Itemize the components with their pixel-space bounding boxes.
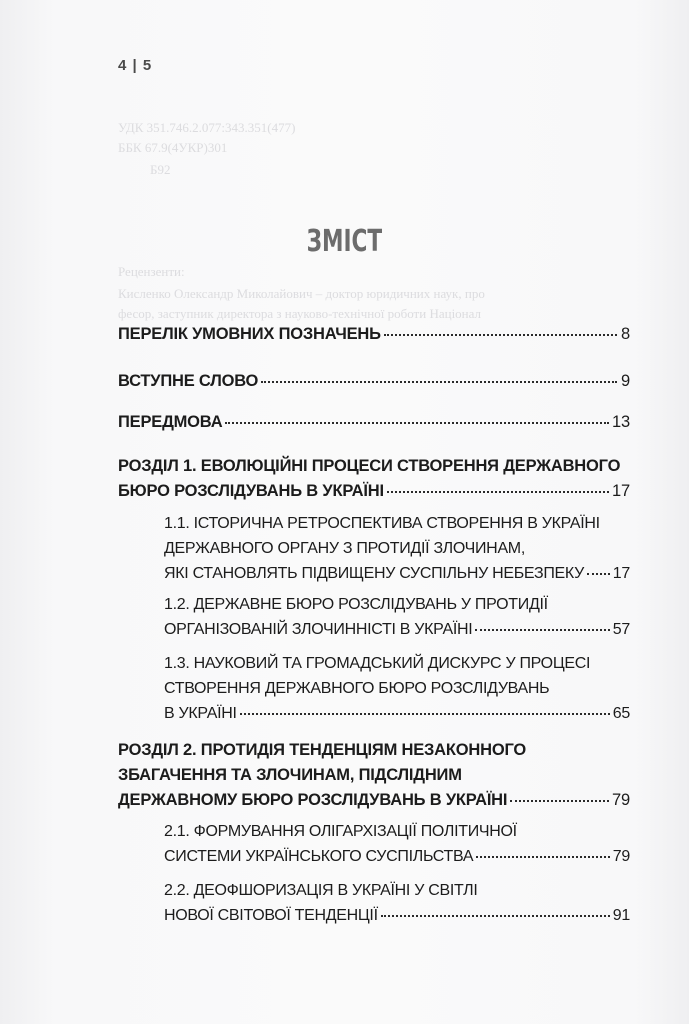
toc-entry[interactable] <box>164 511 630 586</box>
toc-page-number: 57 <box>612 621 630 638</box>
toc-entry-title: НОВОЇ СВІТОВОЇ ТЕНДЕНЦІЇ <box>164 907 378 924</box>
page-title: ЗМІСТ <box>306 224 383 259</box>
toc-page-number: 17 <box>612 565 630 582</box>
dot-leader <box>261 381 617 383</box>
toc-entry-title: ДЕРЖАВНОМУ БЮРО РОЗСЛІДУВАНЬ В УКРАЇНІ <box>118 791 508 809</box>
bleed-through-text: Кисленко Олександр Миколайович – доктор юридичних наук, про <box>118 286 485 301</box>
toc-entry-title: 1.3. НАУКОВИЙ ТА ГРОМАДСЬКИЙ ДИСКУРС У ПРОЦЕСІ <box>164 655 591 672</box>
toc-page-number: 17 <box>612 482 630 500</box>
page-number: 4 | 5 <box>118 57 153 74</box>
toc-entry-title: ОРГАНІЗОВАНІЙ ЗЛОЧИННІСТІ В УКРАЇНІ <box>164 621 473 638</box>
toc-entry-title: 1.2. ДЕРЖАВНЕ БЮРО РОЗСЛІДУВАНЬ У ПРОТИДІЇ <box>164 596 548 613</box>
toc-entry[interactable] <box>164 819 630 869</box>
toc-entry-title: ЯКІ СТАНОВЛЯТЬ ПІДВИЩЕНУ СУСПІЛЬНУ НЕБЕЗПЕКУ <box>164 565 584 582</box>
toc-entry[interactable] <box>118 454 630 504</box>
toc-entry-title: СИСТЕМИ УКРАЇНСЬКОГО СУСПІЛЬСТВА <box>164 848 474 865</box>
dot-leader <box>476 856 610 858</box>
toc-entry[interactable] <box>164 878 630 928</box>
toc-entry-title: РОЗДІЛ 2. ПРОТИДІЯ ТЕНДЕНЦІЯМ НЕЗАКОННОГО <box>118 741 527 759</box>
toc-entry-title: РОЗДІЛ 1. ЕВОЛЮЦІЙНІ ПРОЦЕСИ СТВОРЕННЯ ДЕРЖАВНОГО <box>118 457 621 475</box>
toc-entry[interactable] <box>118 738 630 813</box>
toc-entry[interactable] <box>118 410 630 435</box>
toc-entry-title: 2.1. ФОРМУВАННЯ ОЛІГАРХІЗАЦІЇ ПОЛІТИЧНОЇ <box>164 823 517 840</box>
toc-page-number: 13 <box>612 413 630 431</box>
toc-entry-title: БЮРО РОЗСЛІДУВАНЬ В УКРАЇНІ <box>118 482 384 500</box>
bleed-through-text: Рецензенти: <box>118 264 185 279</box>
bleed-through-text: Б92 <box>150 162 171 177</box>
toc-page-number: 91 <box>612 907 630 924</box>
dot-leader <box>387 491 609 493</box>
toc-entry-title: СТВОРЕННЯ ДЕРЖАВНОГО БЮРО РОЗСЛІДУВАНЬ <box>164 680 550 697</box>
toc-entry-title: 1.1. ІСТОРИЧНА РЕТРОСПЕКТИВА СТВОРЕННЯ В УКРАЇНІ <box>164 515 600 532</box>
toc-entry[interactable] <box>118 369 630 394</box>
dot-leader <box>384 334 617 336</box>
toc-entry-title: В УКРАЇНІ <box>164 705 237 722</box>
toc-entry[interactable] <box>164 592 630 642</box>
toc-page-number: 79 <box>612 791 630 809</box>
toc-entry-title: ЗБАГАЧЕННЯ ТА ЗЛОЧИНАМ, ПІДСЛІДНИМ <box>118 766 462 784</box>
toc-page-number: 65 <box>612 705 630 722</box>
dot-leader <box>510 800 609 802</box>
toc-entry-title: ВСТУПНЕ СЛОВО <box>118 372 259 390</box>
dot-leader <box>240 713 610 715</box>
dot-leader <box>381 915 610 917</box>
toc-entry[interactable] <box>164 651 630 726</box>
toc-page-number: 9 <box>621 372 630 390</box>
toc-page-number: 8 <box>621 325 630 343</box>
dot-leader <box>475 629 609 631</box>
toc-entry-title: ПЕРЕДМОВА <box>118 413 223 431</box>
bleed-through-text: фесор, заступник директора з науково-технічної роботи Націонал <box>118 306 482 321</box>
dot-leader <box>587 573 610 575</box>
dot-leader <box>225 422 609 424</box>
toc-entry-title: 2.2. ДЕОФШОРИЗАЦІЯ В УКРАЇНІ У СВІТЛІ <box>164 882 478 899</box>
bleed-through-text: ББК 67.9(4УКР)301 <box>118 140 228 155</box>
toc-entry-title: ПЕРЕЛІК УМОВНИХ ПОЗНАЧЕНЬ <box>118 325 381 343</box>
toc-entry[interactable] <box>118 322 630 347</box>
toc-page-number: 79 <box>612 848 630 865</box>
toc-entry-title: ДЕРЖАВНОГО ОРГАНУ З ПРОТИДІЇ ЗЛОЧИНАМ, <box>164 540 525 557</box>
bleed-through-text: УДК 351.746.2.077:343.351(477) <box>118 120 296 135</box>
